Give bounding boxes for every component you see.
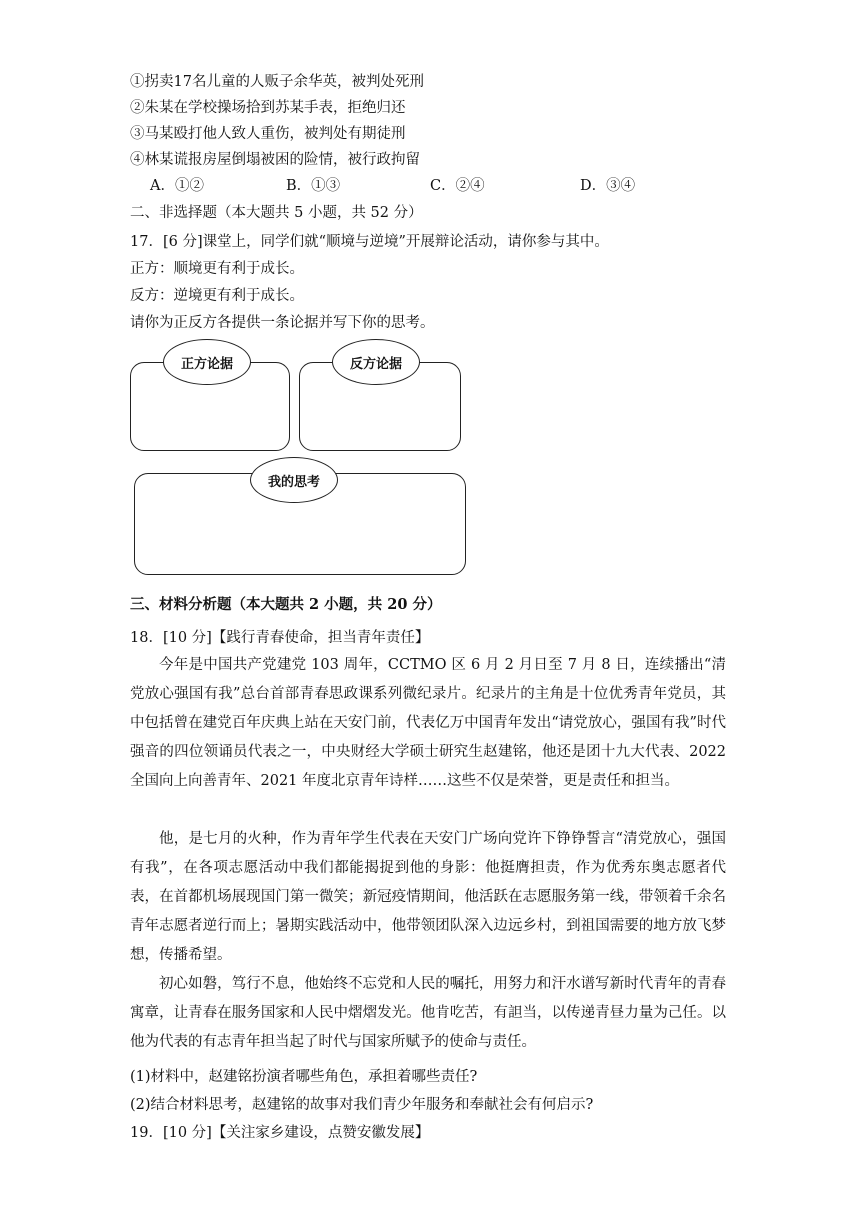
q18-paragraph-2: 他，是七月的火种，作为青年学生代表在天安门广场向党许下铮铮誓言“清党放心，强国有我”，在各项志愿活动中我们都能揭捉到他的身影：他挺膺担责，作为优秀东奥志愿者代表，在首都机场展现国门第一微笑；新冠疫情期间，他活跃在志愿服务第一线，带领着千余名青年志愿者逆行而上；暑期实践活动中，他带领团队深入边远乡村，到祖国需要的地方放飞梦想，传播希望。 (130, 831, 726, 963)
q17-instruction: 请你为正反方各提供一条论据并写下你的思考。 (130, 315, 435, 331)
q16-option-a: A．①② (150, 178, 204, 194)
q18-paragraph-1: 今年是中国共产党建党 103 周年，CCTMO 区 6 月 2 月日至 7 月 8 日，连续播出“清党放心强国有我”总台首部青春思政课系列微纪录片。纪录片的主角是十位优秀青年党员，其中包括曾在建党百年庆典上站在天安门前，代表亿万中国青年发出“请党放心，强国有我”时代强音的四位领诵员代表之一，中央财经大学硕士研究生赵建铭，他还是团十九大代表、2022 全国向上向善青年、2021 年度北京青年诗样……这些不仅是荣誉，更是责任和担当。 (130, 657, 726, 789)
section2-title: 二、非选择题（本大题共 5 小题，共 52 分） (130, 205, 423, 221)
pro-argument-label: 正方论据 (163, 339, 251, 385)
con-argument-label: 反方论据 (332, 339, 420, 385)
q16-item-1: ①拐卖17名儿童的人贩子余华英，被判处死刑 (130, 74, 424, 90)
section3-title: 三、材料分析题（本大题共 2 小题，共 20 分） (130, 596, 442, 613)
q18-sub-question-1: (1)材料中，赵建铭扮演者哪些角色，承担着哪些责任? (130, 1069, 478, 1085)
q16-item-3: ③马某殴打他人致人重伤，被判处有期徒刑 (130, 126, 406, 142)
q16-item-4: ④林某谎报房屋倒塌被困的险情，被行政拘留 (130, 152, 420, 168)
q16-item-2: ②朱某在学校操场拾到苏某手表，拒绝归还 (130, 100, 406, 116)
q16-option-c: C．②④ (430, 178, 485, 194)
q16-option-d: D．③④ (580, 178, 636, 194)
q17-pro: 正方：顺境更有利于成长。 (130, 261, 304, 277)
q16-options (150, 175, 710, 197)
my-thinking-label: 我的思考 (250, 457, 338, 503)
q17-con: 反方：逆境更有利于成长。 (130, 288, 304, 304)
q17-stem: 17．[6 分]课堂上，同学们就“顺境与逆境”开展辩论活动，请你参与其中。 (130, 234, 609, 250)
q18-paragraph-3: 初心如磐，笃行不息，他始终不忘党和人民的嘱托，用努力和汗水谱写新时代青年的青春寓章，让青春在服务国家和人民中熠熠发光。他肯吃苦，有詚当，以传递青昼力量为己任。以他为代表的有志青年担当起了时代与国家所赋予的使命与责任。 (130, 976, 726, 1050)
q18-title: 18．[10 分]【践行青春使命，担当青年责任】 (130, 630, 430, 646)
q18-sub-question-2: (2)结合材料思考，赵建铭的故事对我们青少年服务和奉献社会有何启示? (130, 1097, 594, 1113)
q19-title: 19．[10 分]【关注家乡建设，点赞安徽发展】 (130, 1125, 430, 1141)
q16-option-b: B．①③ (286, 178, 341, 194)
